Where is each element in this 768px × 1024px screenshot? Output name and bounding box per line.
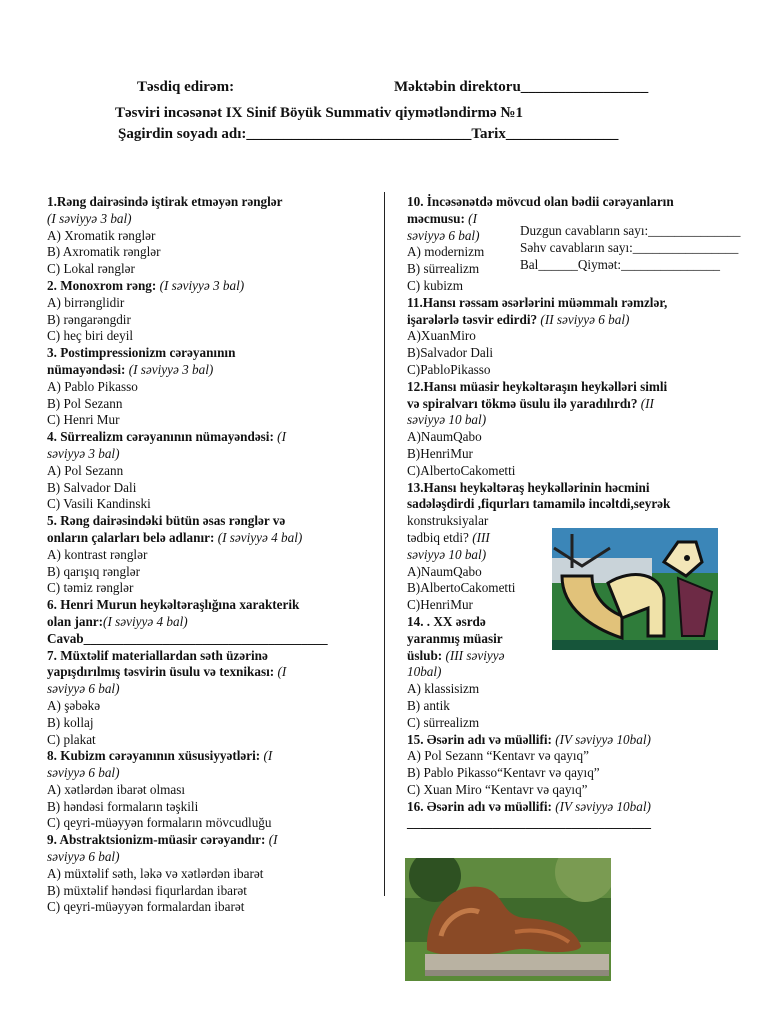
text-line (407, 664, 757, 681)
text-line (47, 597, 377, 614)
text-line (47, 480, 377, 497)
answer-text: B) Axromatik rənglər (47, 244, 161, 260)
level-note: səviyyə 6 bal) (47, 849, 120, 865)
level-note: səviyyə 10 bal) (407, 412, 487, 428)
answer-text: A) Pol Sezann (47, 462, 124, 478)
answer-text: C)PabloPikasso (407, 361, 491, 377)
text-line (47, 782, 377, 799)
text-line (47, 328, 377, 345)
question-text: 13.Hansı heykəltəraş heykəllərinin həcmini (407, 479, 650, 495)
answer-text: A)XuanMiro (407, 328, 476, 344)
question-text: 5. Rəng dairəsindəki bütün əsas rənglər və (47, 513, 286, 529)
left-question-column (47, 194, 377, 916)
answer-text: C) kubizm (407, 277, 464, 293)
score-summary (520, 222, 740, 273)
answer-text: C) təmiz rənglər (47, 580, 134, 596)
column-divider (384, 192, 385, 896)
level-note: səviyyə 6 bal) (47, 681, 120, 697)
level-note: səviyyə 6 bal) (47, 765, 120, 781)
text-line (47, 648, 377, 665)
answer-text: A) müxtəlif səth, ləkə və xətlərdən ibarət (47, 865, 264, 881)
text-line (407, 782, 757, 799)
question-text: məcmusu: (407, 210, 469, 226)
answer-text: A)NaumQabo (407, 563, 482, 579)
answer-text: B) Salvador Dali (47, 479, 137, 495)
answer-text: A) xətlərdən ibarət olması (47, 781, 186, 797)
text-line (47, 681, 377, 698)
text-line (47, 631, 377, 648)
text-line (407, 345, 757, 362)
student-name-date-line: Şagirdin soyadı adı:______________________________Tarix_______________ (118, 126, 619, 142)
question-text: 6. Henri Murun heykəltəraşlığına xarakterik (47, 597, 300, 613)
answer-text: A) kontrast rənglər (47, 546, 148, 562)
answer-text: A) Xromatik rənglər (47, 227, 156, 243)
correct-count-line: Duzgun cavabların sayı:______________ (520, 223, 741, 238)
text-line (407, 446, 757, 463)
answer-text: A) modernizm (407, 244, 485, 260)
text-line (47, 379, 377, 396)
centaur-painting-image (552, 528, 718, 650)
answer-text: C) Henri Mur (47, 412, 120, 428)
question-text: 3. Postimpressionizm cərəyanının (47, 345, 236, 361)
answer-text: tədbiq etdi? (407, 529, 473, 545)
text-line (47, 194, 377, 211)
answer-text: A) Pol Sezann “Kentavr və qayıq” (407, 748, 589, 764)
text-line (47, 244, 377, 261)
text-line (47, 530, 377, 547)
question-text: işarələrlə təsvir edirdi? (407, 311, 541, 327)
text-line (47, 614, 377, 631)
text-line (407, 278, 757, 295)
text-line (47, 547, 377, 564)
text-line (407, 295, 757, 312)
text-line (47, 899, 377, 916)
reclining-figure-sculpture-image (405, 858, 611, 981)
question-text: və spiralvarı tökmə üsulu ilə yaradılırdı? (407, 395, 641, 411)
text-line (47, 228, 377, 245)
text-line (47, 446, 377, 463)
question-text: olan janr: (47, 613, 104, 629)
level-note: (I (268, 832, 278, 848)
level-note: (I (263, 748, 273, 764)
question-text: sadələşdirdi ,fiqurları tamamilə incəltdi,seyrək (407, 496, 671, 512)
text-line (47, 866, 377, 883)
text-line (47, 312, 377, 329)
text-line (407, 396, 757, 413)
question-text: 7. Müxtəlif materiallardan səth üzərinə (47, 647, 268, 663)
answer-text: B)HenriMur (407, 445, 473, 461)
text-line (47, 345, 377, 362)
text-line (47, 883, 377, 900)
text-line (47, 765, 377, 782)
answer-text: C)AlbertoCakometti (407, 462, 516, 478)
level-note: (II səviyyə 6 bal) (540, 311, 630, 327)
level-note: (II (640, 395, 654, 411)
level-note: (I səviyyə 3 bal) (47, 210, 132, 226)
text-line (407, 480, 757, 497)
text-line (47, 799, 377, 816)
text-line (407, 815, 757, 832)
text-line (47, 580, 377, 597)
text-line (47, 748, 377, 765)
level-note: (I səviyyə 3 bal) (128, 361, 214, 377)
answer-text: konstruksiyalar (407, 513, 489, 529)
answer-text: C) Vasili Kandinski (47, 496, 151, 512)
text-line (407, 463, 757, 480)
question-text: 4. Sürrealizm cərəyanının nümayəndəsi: (47, 429, 278, 445)
question-text: üslub: (407, 647, 446, 663)
level-note: 10bal) (407, 664, 442, 680)
text-line (47, 278, 377, 295)
text-line (47, 412, 377, 429)
answer-text: C) plakat (47, 731, 96, 747)
text-line (407, 194, 757, 211)
question-text: 2. Monoxrom rəng: (47, 277, 160, 293)
text-line (407, 379, 757, 396)
question-text: 16. Əsərin adı və müəllifi: (407, 798, 556, 814)
answer-text: C) Xuan Miro “Kentavr və qayıq” (407, 781, 588, 797)
text-line (407, 799, 757, 816)
answer-text: C) sürrealizm (407, 714, 480, 730)
answer-text: B) Pablo Pikasso“Kentavr və qayıq” (407, 765, 600, 781)
director-label: Məktəbin direktoru_________________ (394, 79, 649, 95)
text-line (407, 715, 757, 732)
wrong-count-line: Səhv cavabların sayı:________________ (520, 240, 739, 255)
answer-text: A) birrənglidir (47, 294, 125, 310)
answer-text: C)HenriMur (407, 597, 473, 613)
level-note: səviyyə 10 bal) (407, 546, 487, 562)
text-line (47, 849, 377, 866)
text-line (47, 564, 377, 581)
question-text: 9. Abstraktsionizm-müasir cərəyandır: (47, 832, 269, 848)
level-note: (III (472, 529, 490, 545)
answer-text: A) şəbəkə (47, 697, 101, 713)
text-line (47, 513, 377, 530)
answer-text: C) Lokal rənglər (47, 261, 135, 277)
level-note: səviyyə 3 bal) (47, 445, 120, 461)
text-line (407, 732, 757, 749)
question-text: 12.Hansı müasir heykəltəraşın heykəlləri simli (407, 378, 668, 394)
question-text: nümayəndəsi: (47, 361, 129, 377)
text-line (47, 698, 377, 715)
text-line (47, 832, 377, 849)
answer-text: A) klassisizm (407, 681, 480, 697)
text-line (47, 362, 377, 379)
text-line (407, 312, 757, 329)
question-text: Cavab_____________________________________ (47, 630, 328, 646)
text-line (407, 698, 757, 715)
text-line (47, 463, 377, 480)
answer-text: A)NaumQabo (407, 429, 482, 445)
question-text: 1.Rəng dairəsində iştirak etməyən rənglər (47, 194, 283, 209)
question-text: 11.Hansı rəssam əsərlərini müəmmalı rəmzlər, (407, 294, 668, 310)
text-line (47, 211, 377, 228)
level-note: (III səviyyə (445, 647, 505, 663)
text-line (407, 362, 757, 379)
level-note: (I (277, 429, 286, 445)
level-note: (I səviyyə 3 bal) (159, 277, 245, 293)
score-grade-line: Bal______Qiymət:_______________ (520, 257, 721, 272)
level-note: (I səviyyə 4 bal) (217, 529, 303, 545)
answer-text: B) sürrealizm (407, 261, 480, 277)
level-note: (IV səviyyə 10bal) (555, 731, 651, 747)
question-text: 8. Kubizm cərəyanının xüsusiyyətləri: (47, 748, 264, 764)
exam-title: Təsviri incəsənət IX Sinif Böyük Summativ qiymətləndirmə №1 (115, 105, 523, 121)
right-question-column (407, 194, 757, 832)
text-line (407, 765, 757, 782)
level-note: (IV səviyyə 10bal) (555, 798, 651, 814)
level-note: (I (277, 664, 287, 680)
text-line (47, 732, 377, 749)
text-line (407, 496, 757, 513)
level-note: (I səviyyə 4 bal) (103, 613, 188, 629)
text-line (47, 429, 377, 446)
text-line (47, 496, 377, 513)
text-line (47, 715, 377, 732)
answer-text: B) rəngarəngdir (47, 311, 131, 327)
text-line (47, 261, 377, 278)
text-line (47, 295, 377, 312)
question-text: _____________________________________ (407, 815, 651, 831)
question-text: 15. Əsərin adı və müəllifi: (407, 731, 556, 747)
level-note: (I (468, 210, 477, 226)
question-text: yapışdırılmış təsvirin üsulu və texnikası: (47, 664, 278, 680)
text-line (407, 648, 757, 665)
answer-text: B) kollaj (47, 714, 94, 730)
question-text: 10. İncəsənətdə mövcud olan bədii cərəyanların (407, 194, 674, 209)
answer-text: C) heç biri deyil (47, 328, 134, 344)
answer-text: A) Pablo Pikasso (47, 378, 138, 394)
text-line (47, 396, 377, 413)
text-line (407, 429, 757, 446)
answer-text: B) müxtəlif həndəsi fiqurlardan ibarət (47, 882, 247, 898)
answer-text: C) qeyri-müəyyən formaların mövcudluğu (47, 815, 272, 831)
level-note: səviyyə 6 bal) (407, 227, 480, 243)
text-line (407, 412, 757, 429)
text-line (47, 815, 377, 832)
answer-text: B) həndəsi formaların təşkili (47, 798, 199, 814)
text-line (47, 664, 377, 681)
question-text: onların çalarları belə adlanır: (47, 529, 218, 545)
question-text: 14. . XX əsrdə (407, 613, 486, 629)
answer-text: B)Salvador Dali (407, 345, 494, 361)
answer-text: C) qeyri-müəyyən formalardan ibarət (47, 899, 245, 915)
answer-text: B) qarışıq rənglər (47, 563, 141, 579)
question-text: yaranmış müasir (407, 630, 503, 646)
answer-text: B) Pol Sezann (47, 395, 123, 411)
text-line (407, 748, 757, 765)
approval-label: Təsdiq edirəm: (137, 79, 235, 95)
answer-text: B) antik (407, 697, 450, 713)
text-line (407, 681, 757, 698)
text-line (407, 328, 757, 345)
answer-text: B)AlbertoCakometti (407, 580, 516, 596)
